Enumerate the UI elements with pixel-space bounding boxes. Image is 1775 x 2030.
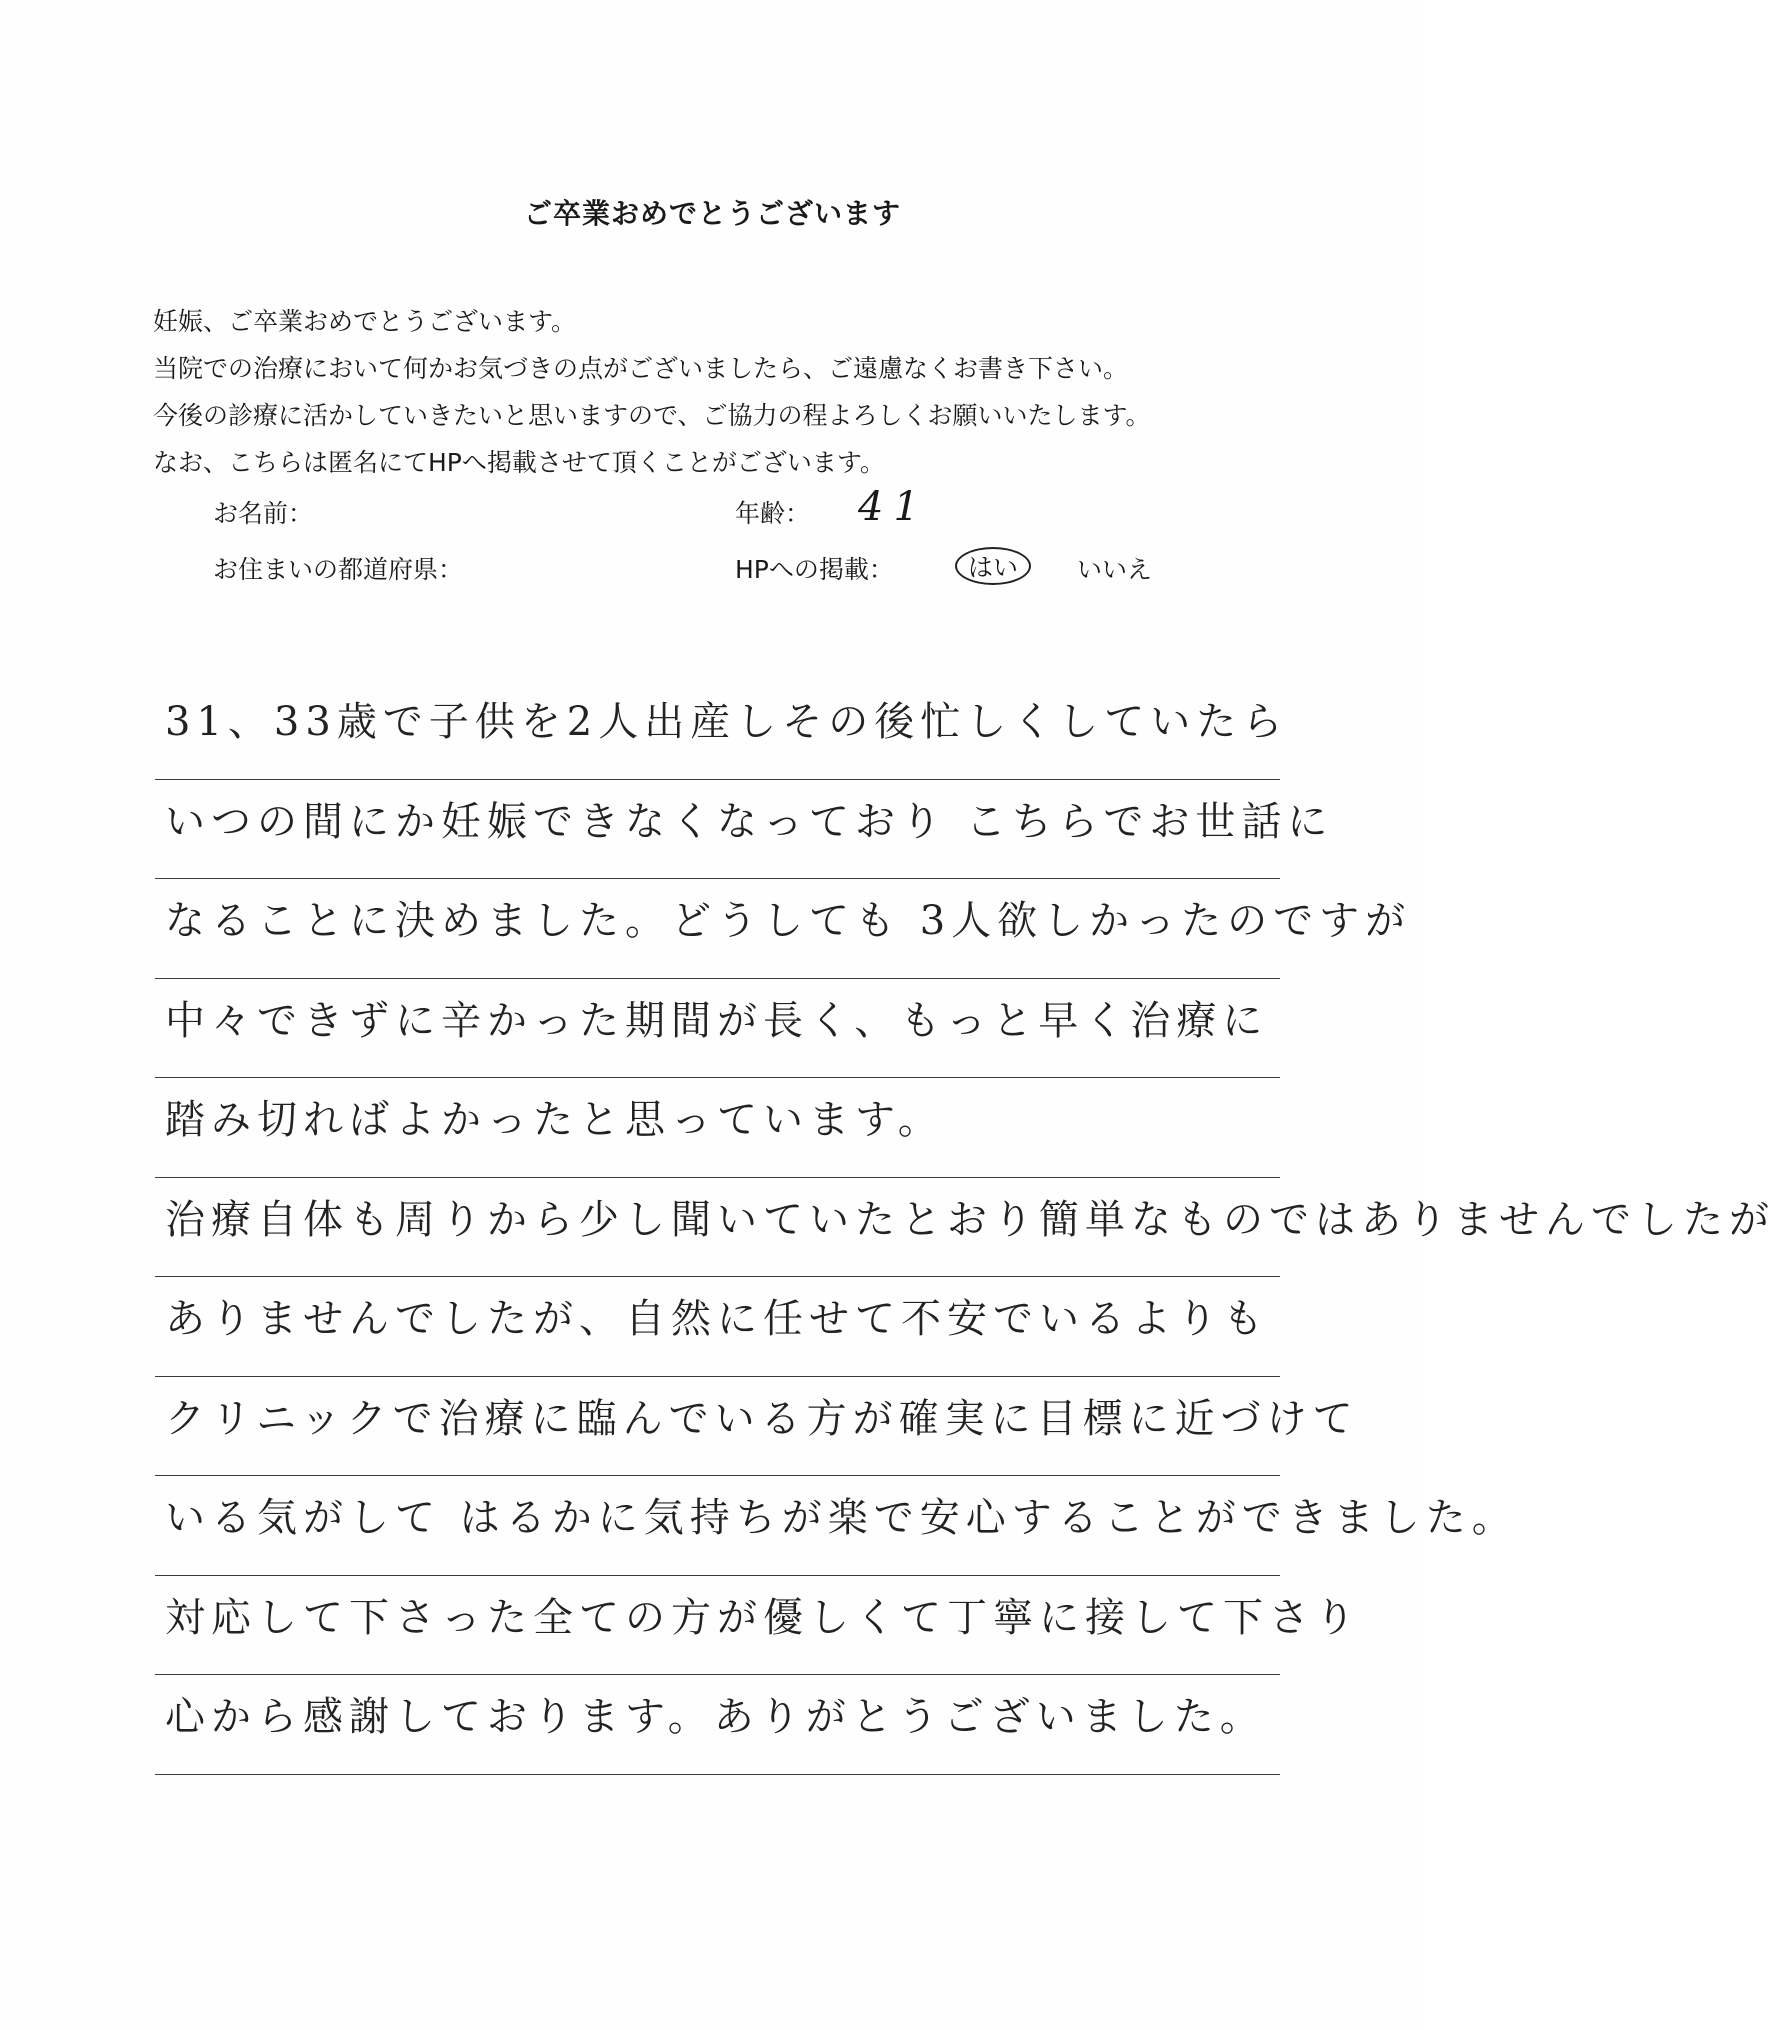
hp-option-yes-circled: はい xyxy=(955,547,1031,585)
comment-line: いつの間にか妊娠できなくなっており こちらでお世話に xyxy=(155,780,1280,880)
comment-line: 踏み切ればよかったと思っています。 xyxy=(155,1078,1280,1178)
comment-line: いる気がして はるかに気持ちが楽で安心することができました。 xyxy=(155,1476,1280,1576)
intro-line: 今後の診療に活かしていきたいと思いますので、ご協力の程よろしくお願いいたします。 xyxy=(153,401,1151,430)
comment-line: 治療自体も周りから少し聞いていたとおり簡単なものではありませんでしたが xyxy=(155,1178,1280,1278)
comment-line: 心から感謝しております。ありがとうございました。 xyxy=(155,1675,1280,1775)
page-title: ご卒業おめでとうございます xyxy=(523,197,901,230)
age-label: 年齢： xyxy=(735,499,811,528)
comment-line: クリニックで治療に臨んでいる方が確実に目標に近づけて xyxy=(155,1377,1280,1477)
name-label: お名前： xyxy=(213,499,314,528)
prefecture-label: お住まいの都道府県： xyxy=(213,555,464,584)
intro-text xyxy=(153,298,1151,486)
hp-option-no: いいえ xyxy=(1077,555,1153,584)
intro-line: 当院での治療において何かお気づきの点がございましたら、ご遠慮なくお書き下さい。 xyxy=(153,354,1129,383)
age-value: 41 xyxy=(858,484,929,530)
comment-line: ありませんでしたが、自然に任せて不安でいるよりも xyxy=(155,1277,1280,1377)
intro-line: なお、こちらは匿名にてHPへ掲載させて頂くことがございます。 xyxy=(153,448,885,477)
hp-publish-label: HPへの掲載： xyxy=(735,555,894,584)
comment-line: 中々できずに辛かった期間が長く、もっと早く治療に xyxy=(155,979,1280,1079)
comment-line: 31、33歳で子供を2人出産しその後忙しくしていたら xyxy=(155,680,1280,780)
intro-line: 妊娠、ご卒業おめでとうございます。 xyxy=(153,307,577,336)
handwritten-comment xyxy=(155,680,1775,1775)
comment-line: なることに決めました。どうしても 3人欲しかったのですが xyxy=(155,879,1280,979)
comment-line: 対応して下さった全ての方が優しくて丁寧に接して下さり xyxy=(155,1576,1280,1676)
